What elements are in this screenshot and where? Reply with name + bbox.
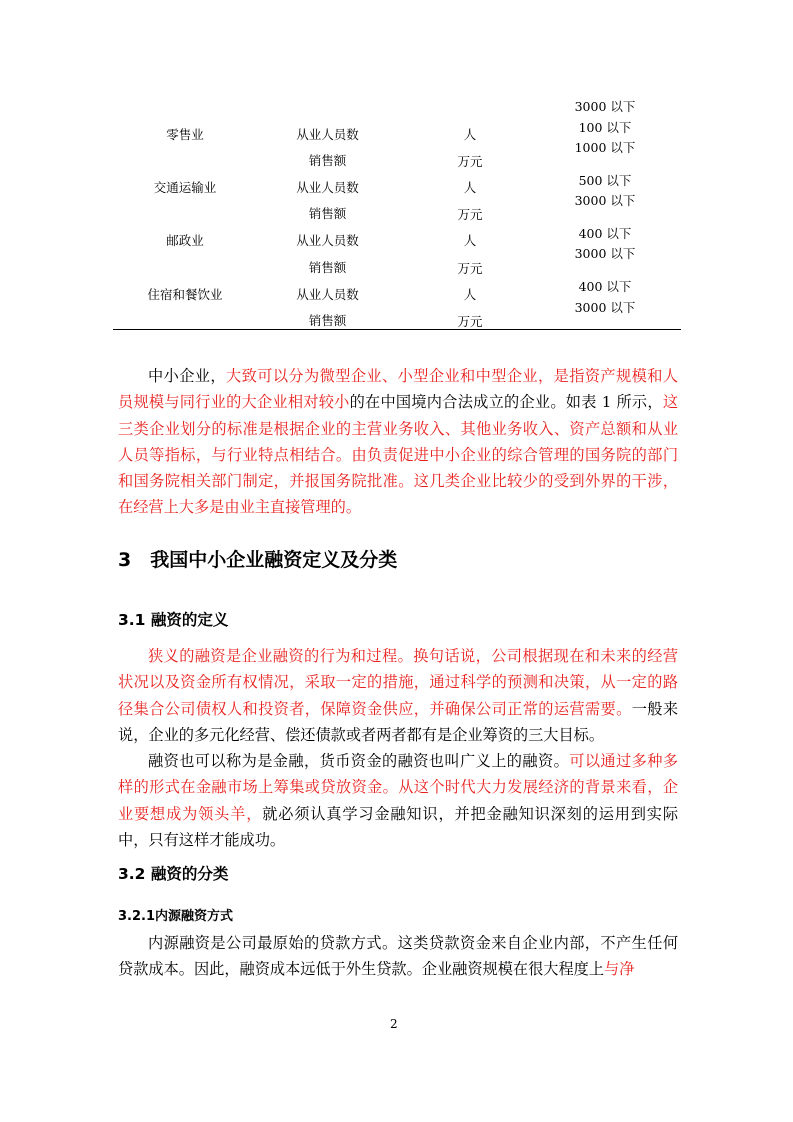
highlighted-text-run: 大致可以分为微型企业、小型企业和中型企业，是指资产规模和人员规模与同行业的大企业相对较小 [118,367,679,412]
table-cell-metric: 销售额 [308,313,347,328]
table-cell-unit: 人 [463,233,477,248]
table-cell-threshold: 500 以下 [578,173,632,188]
table-cell-unit: 人 [463,287,477,302]
text-run: 就必须认真学习金融知识，并把金融知识深刻的运用到实际中，只有这样才能成功。 [118,804,679,849]
highlighted-text-run: 狭义的融资是企业融资的行为和过程。换句话说，公司根据现在和未来的经营状况以及资金所有权情况，采取一定的措施，通过科学的预测和决策，从一定的路径集合公司债权人和投资者，保障资金供应，并确保公司正常的运营需要。 [118,647,678,718]
table-cell-threshold: 1000 以下 [574,140,636,155]
table-cell-threshold: 3000 以下 [574,300,636,315]
text-run: 内源融资是公司最原始的贷款方式。这类贷款资金来自企业内部，不产生任何贷款成本。因此，融资成本远低于外生贷款。企业融资规模在很大程度上 [118,934,678,979]
paragraph-internal-financing [118,930,678,983]
table-cell-industry: 住宿和餐饮业 [147,287,223,302]
text-run: 一般来说，企业的多元化经营、偿还债款或者两者都有是企业筹资的三大目标。 [118,699,679,744]
table-cell-industry: 零售业 [166,127,204,142]
table-cell-metric: 从业人员数 [296,233,359,248]
table-cell-metric: 从业人员数 [296,180,359,195]
paragraph-financing-definition [118,643,678,748]
text-run: 融资也可以称为是金融，货币资金的融资也叫广义上的融资。 [148,752,570,770]
table-cell-unit: 万元 [457,261,483,276]
table-cell-metric: 从业人员数 [296,287,359,302]
section-heading: 3 我国中小企业融资定义及分类 [118,549,398,571]
table-cell-threshold: 3000 以下 [574,193,636,208]
table-cell-metric: 销售额 [308,206,347,221]
paragraph-financing-broad [118,748,678,853]
table-cell-threshold: 100 以下 [578,120,632,135]
highlighted-text-run: 可以通过多种多样的形式在金融市场上筹集或贷放资金。从这个时代大力发展经济的背景来看，企业要想成为领头羊， [118,752,679,823]
table-cell-metric: 销售额 [308,153,347,168]
table-cell-industry: 交通运输业 [153,180,217,195]
subsection-heading-3-2: 3.2 融资的分类 [118,865,229,883]
highlighted-text-run: 与净 [604,960,635,979]
table-cell-metric: 销售额 [308,260,347,275]
subsubsection-heading-3-2-1: 3.2.1内源融资方式 [118,909,234,924]
table-cell-threshold: 3000 以下 [574,246,636,261]
table-cell-unit: 万元 [457,154,483,169]
table-cell-unit: 万元 [457,314,483,329]
table-cell-unit: 人 [463,180,477,195]
table-cell-unit: 人 [463,127,477,142]
table-cell-unit: 万元 [457,207,483,222]
table-bottom-rule [113,329,681,330]
text-run: 的在中国境内合法成立的企业。如表 1 所示， [349,393,663,412]
subsection-heading-3-1: 3.1 融资的定义 [118,611,229,629]
table-cell-metric: 从业人员数 [296,127,359,142]
paragraph-sme-definition [118,363,678,521]
text-run: 中小企业， [148,367,227,385]
table-cell-threshold: 400 以下 [578,226,632,241]
table-cell-threshold: 400 以下 [578,279,632,294]
table-cell-threshold: 3000 以下 [574,99,636,114]
page-number: 2 [390,1017,398,1031]
highlighted-text-run: 这三类企业划分的标准是根据企业的主营业务收入、其他业务收入、资产总额和从业人员等指标，与行业特点相结合。由负责促进中小企业的综合管理的国务院的部门和国务院相关部门制定，并报国务院批准。这几类企业比较少的受到外界的干涉，在经营上大多是由业主直接管理的。 [118,393,678,517]
table-cell-industry: 邮政业 [166,233,204,248]
